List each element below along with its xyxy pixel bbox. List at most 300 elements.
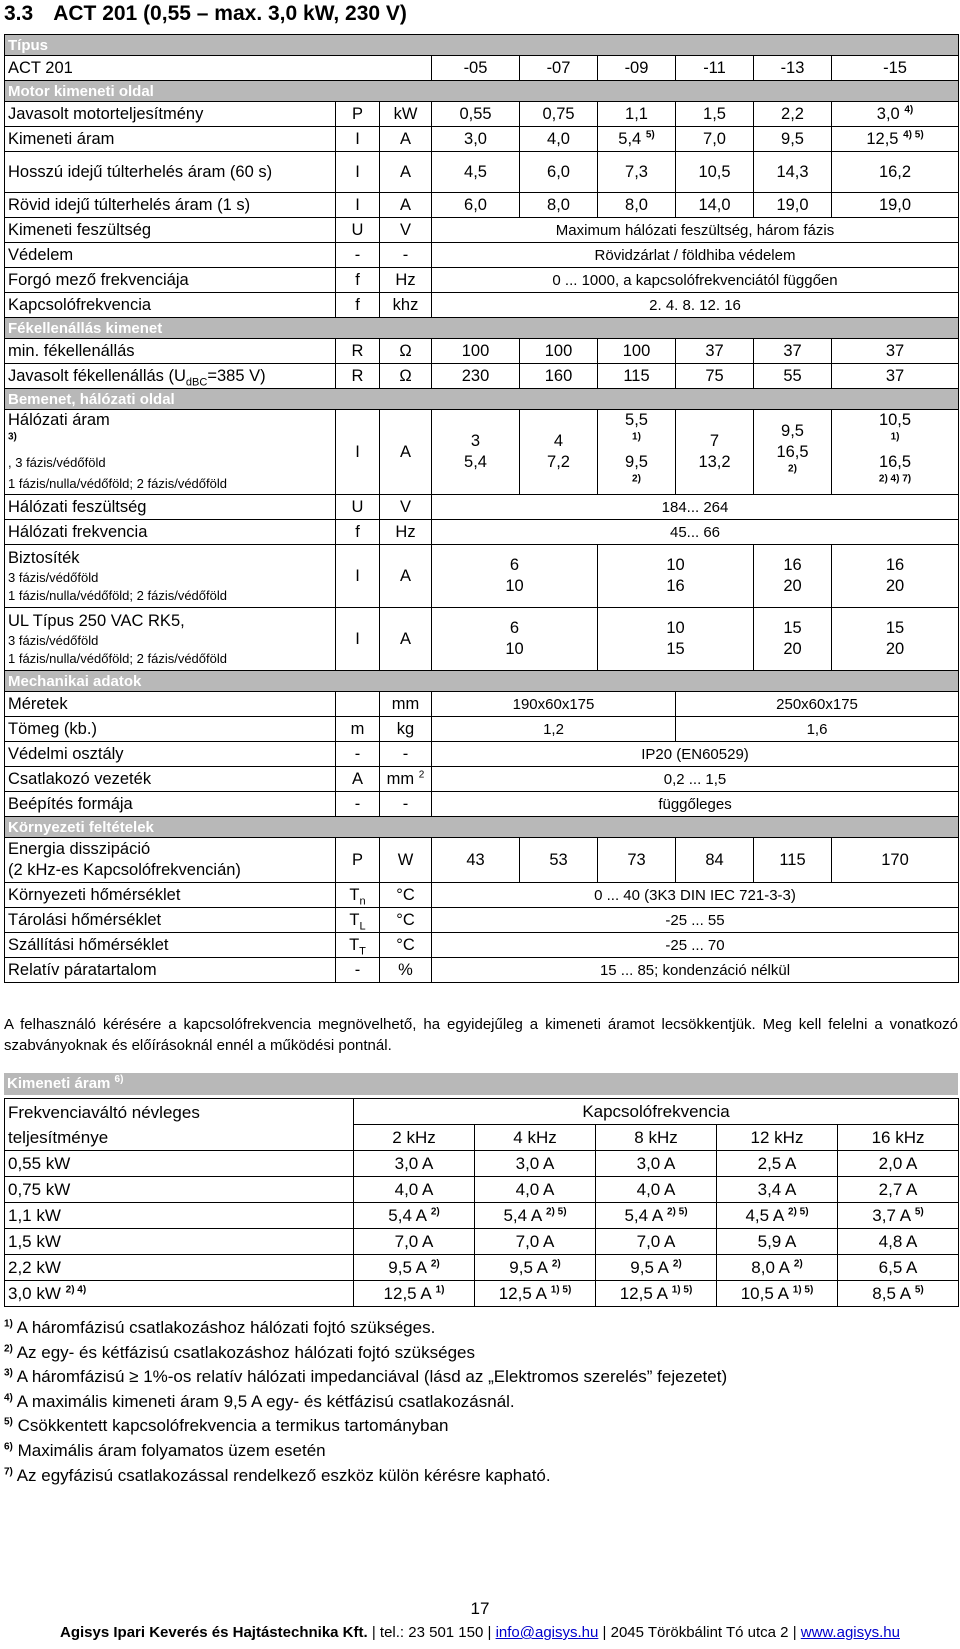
footnote-ref: 5) <box>914 1205 924 1217</box>
row-dissipation <box>5 838 959 883</box>
frequency-header: 12 kHz <box>717 1125 838 1151</box>
current-text: 3,4 A <box>757 1179 797 1199</box>
symbol-cell: f <box>336 268 380 293</box>
row-act <box>5 56 959 81</box>
label-text: Hálózati áram <box>8 411 110 429</box>
value-cell: 37 <box>676 339 754 364</box>
current-text: 12,5 A <box>498 1283 546 1303</box>
symbol-cell: I <box>336 545 380 608</box>
page-footer <box>0 1624 960 1641</box>
row-storage-temperature <box>5 908 959 933</box>
value-cell: 8,0 <box>598 193 676 218</box>
current-text: 3,0 A <box>515 1153 555 1173</box>
row-label: Tárolási hőmérséklet <box>5 908 336 933</box>
label-text: 3 fázis/védőföld <box>8 569 99 585</box>
row-motor-power <box>5 102 959 127</box>
label-text: 3 fázis/védőföld <box>8 632 99 648</box>
value-cell: 55 <box>754 364 832 389</box>
symbol-cell <box>336 692 380 717</box>
footnote <box>4 1439 727 1464</box>
footnote-text: A maximális kimeneti áram 9,5 A egy- és kétfázisú csatlakozásnál. <box>16 1391 515 1411</box>
value-text: 3 <box>470 432 481 450</box>
symbol-cell: R <box>336 339 380 364</box>
value-text: 6 <box>509 556 520 574</box>
symbol-cell: U <box>336 495 380 520</box>
symbol-cell: I <box>336 410 380 495</box>
footnote-ref: 2) 4) <box>65 1283 87 1295</box>
row-humidity <box>5 958 959 983</box>
current-cell <box>354 1281 475 1307</box>
value-text: 16,5 <box>878 453 912 471</box>
value-cell: 115 <box>598 364 676 389</box>
row-label <box>5 545 336 608</box>
model-cell: -13 <box>754 56 832 81</box>
unit-cell: A <box>380 152 432 193</box>
value-cell: 19,0 <box>754 193 832 218</box>
section-title: Kimeneti áram <box>7 1075 111 1092</box>
value-cell <box>832 410 959 495</box>
current-text: 5,4 A <box>503 1205 542 1225</box>
current-text: 2,5 A <box>757 1153 797 1173</box>
unit-cell: kg <box>380 717 432 742</box>
row-label: Hálózati feszültség <box>5 495 336 520</box>
unit-cell: A <box>380 410 432 495</box>
value-cell <box>432 545 598 608</box>
current-cell <box>717 1177 838 1203</box>
symbol-subscript: n <box>359 894 366 907</box>
current-text: 3,0 A <box>394 1153 434 1173</box>
value-cell <box>832 545 959 608</box>
current-cell <box>596 1229 717 1255</box>
row-label: Rövid idejű túlterhelés áram (1 s) <box>5 193 336 218</box>
current-cell <box>838 1255 959 1281</box>
row-label: Kimeneti áram <box>5 127 336 152</box>
row-long-overload <box>5 152 959 193</box>
footnote-ref: 2) <box>793 1257 803 1269</box>
power-text: 0,75 kW <box>8 1179 71 1199</box>
unit-cell: °C <box>380 933 432 958</box>
value-cell: 14,0 <box>676 193 754 218</box>
row-label: Hálózati frekvencia <box>5 520 336 545</box>
section-title: ACT 201 (0,55 – max. 3,0 kW, 230 V) <box>53 2 407 25</box>
value-text: 5,4 <box>618 129 642 148</box>
value-text: 10 <box>666 619 685 637</box>
footnote <box>4 1316 727 1341</box>
section-heading <box>4 2 407 26</box>
row-label: Tömeg (kb.) <box>5 717 336 742</box>
footnote-ref: 1) 5) <box>550 1283 572 1295</box>
merged-value-cell: 0,2 ... 1,5 <box>432 767 959 792</box>
value-cell: 73 <box>598 838 676 883</box>
current-text: 4,0 A <box>515 1179 555 1199</box>
merged-value-cell: 1,2 <box>432 717 676 742</box>
merged-value-cell: Maximum hálózati feszültség, három fázis <box>432 218 959 243</box>
table-row <box>5 1177 959 1203</box>
current-text: 8,0 A <box>751 1257 790 1277</box>
value-text: 10 <box>666 556 685 574</box>
current-text: 4,8 A <box>878 1231 918 1251</box>
symbol-cell: I <box>336 193 380 218</box>
current-cell <box>717 1255 838 1281</box>
table-row <box>5 1151 959 1177</box>
symbol-cell: P <box>336 838 380 883</box>
footer-separator: | <box>371 1624 376 1641</box>
symbol-cell: A <box>336 767 380 792</box>
symbol-cell <box>336 933 380 958</box>
current-cell <box>596 1177 717 1203</box>
row-dimensions <box>5 692 959 717</box>
footnote-ref: 2) <box>430 1257 440 1269</box>
row-output-voltage <box>5 218 959 243</box>
merged-value-cell: -25 ... 55 <box>432 908 959 933</box>
value-cell <box>598 127 676 152</box>
table-row <box>5 1255 959 1281</box>
current-cell <box>838 1151 959 1177</box>
merged-value-cell: 190x60x175 <box>432 692 676 717</box>
current-cell <box>717 1229 838 1255</box>
current-cell <box>717 1281 838 1307</box>
page-number: 17 <box>470 1599 490 1618</box>
value-text: 5,5 <box>625 411 648 429</box>
symbol-cell: U <box>336 218 380 243</box>
unit-cell: Hz <box>380 520 432 545</box>
symbol-text: T <box>349 885 360 904</box>
row-label: Csatlakozó vezeték <box>5 767 336 792</box>
current-text: 7,0 A <box>515 1231 555 1251</box>
model-cell: -05 <box>432 56 520 81</box>
value-cell <box>520 410 598 495</box>
merged-value-cell: 0 ... 1000, a kapcsolófrekvenciától függően <box>432 268 959 293</box>
footnote-ref: 6) <box>114 1074 124 1085</box>
footnote-ref: 2) 5) <box>667 1205 688 1217</box>
current-text: 2,0 A <box>878 1153 918 1173</box>
value-text: 10,5 <box>878 411 912 429</box>
merged-value-cell: 45... 66 <box>432 520 959 545</box>
row-label: Szállítási hőmérséklet <box>5 933 336 958</box>
value-cell: 6,0 <box>520 152 598 193</box>
power-cell <box>5 1281 354 1307</box>
symbol-cell: - <box>336 243 380 268</box>
row-label <box>5 410 336 495</box>
value-cell: 8,0 <box>520 193 598 218</box>
value-cell: 115 <box>754 838 832 883</box>
power-text: 1,1 kW <box>8 1205 61 1225</box>
merged-value-cell: függőleges <box>432 792 959 817</box>
value-cell: 160 <box>520 364 598 389</box>
value-text: 12,5 <box>866 129 899 148</box>
footer-web-link[interactable]: www.agisys.hu <box>800 1624 900 1641</box>
unit-superscript: 2 <box>418 769 425 780</box>
label-text: Javasolt fékellenállás (U <box>8 366 186 385</box>
row-label: Védelmi osztály <box>5 742 336 767</box>
value-text: 4 <box>553 432 564 450</box>
footer-address: 2045 Törökbálint Tó utca 2 <box>610 1624 789 1641</box>
label-text: Biztosíték <box>8 548 80 567</box>
power-column-header <box>5 1099 354 1151</box>
value-cell <box>754 410 832 495</box>
current-text: 3,0 A <box>636 1153 676 1173</box>
value-text: 15 <box>666 640 685 658</box>
value-cell: 6,0 <box>432 193 520 218</box>
current-cell <box>475 1177 596 1203</box>
value-cell: 37 <box>832 339 959 364</box>
value-cell <box>432 410 520 495</box>
merged-value-cell: -25 ... 70 <box>432 933 959 958</box>
unit-cell: °C <box>380 908 432 933</box>
footer-separator: | <box>602 1624 607 1641</box>
value-cell <box>598 410 676 495</box>
footnote-ref: 2) <box>551 1257 561 1269</box>
label-text: UL Típus 250 VAC RK5, <box>8 611 185 630</box>
current-text: 9,5 A <box>509 1257 548 1277</box>
merged-value-cell: IP20 (EN60529) <box>432 742 959 767</box>
unit-cell: A <box>380 193 432 218</box>
value-cell <box>832 127 959 152</box>
footnote-ref: 5) <box>914 1283 924 1295</box>
row-recommended-brake-resistance <box>5 364 959 389</box>
footnote-ref: 1) 5) <box>792 1283 814 1295</box>
current-text: 12,5 A <box>619 1283 667 1303</box>
label-text: 1 fázis/nulla/védőföld; 2 fázis/védőföld <box>8 476 227 491</box>
label-subscript: dBC <box>185 375 208 388</box>
value-cell: 4,0 <box>520 127 598 152</box>
footnote <box>4 1341 727 1366</box>
value-cell <box>598 608 754 671</box>
power-cell <box>5 1177 354 1203</box>
unit-cell: - <box>380 742 432 767</box>
row-label: Hosszú idejű túlterhelés áram (60 s) <box>5 152 336 193</box>
footnote-ref: 2) <box>430 1205 440 1217</box>
value-cell <box>598 545 754 608</box>
footnote-ref: 4) <box>904 104 914 115</box>
footnote-ref: 1) <box>632 431 641 443</box>
current-cell <box>354 1229 475 1255</box>
value-cell: 53 <box>520 838 598 883</box>
current-text: 5,4 A <box>388 1205 427 1225</box>
value-cell: 19,0 <box>832 193 959 218</box>
row-weight <box>5 717 959 742</box>
value-cell: 100 <box>598 339 676 364</box>
footer-email-link[interactable]: info@agisys.hu <box>495 1624 599 1641</box>
row-transport-temperature <box>5 933 959 958</box>
current-cell <box>596 1151 717 1177</box>
value-cell: 100 <box>432 339 520 364</box>
merged-value-cell: Rövidzárlat / földhiba védelem <box>432 243 959 268</box>
value-cell: 7,0 <box>676 127 754 152</box>
value-text: 16 <box>885 556 905 574</box>
unit-cell <box>380 767 432 792</box>
row-wire <box>5 767 959 792</box>
unit-cell: °C <box>380 883 432 908</box>
power-cell <box>5 1255 354 1281</box>
symbol-text: T <box>349 935 360 954</box>
value-text: 3,0 <box>876 104 900 123</box>
footnote-text: A háromfázisú ≥ 1%-os relatív hálózati impedanciával (lásd az „Elektromos szerelés” fejezetet) <box>16 1367 728 1387</box>
value-cell: 1,1 <box>598 102 676 127</box>
footnote-text: Csökkentett kapcsolófrekvencia a termikus tartományban <box>17 1416 449 1436</box>
row-label: Forgó mező frekvenciája <box>5 268 336 293</box>
value-text: 10 <box>505 577 524 595</box>
symbol-cell: I <box>336 127 380 152</box>
current-text: 3,7 A <box>872 1205 911 1225</box>
unit-cell: Hz <box>380 268 432 293</box>
symbol-subscript: T <box>359 944 366 957</box>
row-label: Relatív páratartalom <box>5 958 336 983</box>
value-text: 6 <box>509 619 520 637</box>
row-label: ACT 201 <box>5 56 432 81</box>
merged-value-cell: 1,6 <box>676 717 959 742</box>
current-cell <box>475 1281 596 1307</box>
footnote <box>4 1365 727 1390</box>
section-header-brake: Fékellenállás kimenet <box>5 318 959 339</box>
symbol-cell <box>336 908 380 933</box>
unit-cell: A <box>380 608 432 671</box>
merged-value-cell: 250x60x175 <box>676 692 959 717</box>
current-text: 9,5 A <box>388 1257 427 1277</box>
current-text: 2,7 A <box>878 1179 918 1199</box>
row-protection-class <box>5 742 959 767</box>
value-cell: 1,5 <box>676 102 754 127</box>
unit-cell: mm <box>380 692 432 717</box>
current-cell <box>596 1255 717 1281</box>
power-text: 3,0 kW <box>8 1283 61 1303</box>
merged-value-cell: 0 ... 40 (3K3 DIN IEC 721-3-3) <box>432 883 959 908</box>
footnote-ref: 1) <box>890 431 900 443</box>
current-cell <box>596 1281 717 1307</box>
current-text: 5,9 A <box>757 1231 797 1251</box>
label-text: 1 fázis/nulla/védőföld; 2 fázis/védőföld <box>8 587 227 603</box>
section-header-tipus: Típus <box>5 35 959 56</box>
row-rotating-field-frequency <box>5 268 959 293</box>
footer-company: Agisys Ipari Keverés és Hajtástechnika Kft. <box>60 1624 368 1641</box>
current-cell <box>717 1151 838 1177</box>
footer-phone: tel.: 23 501 150 <box>379 1624 484 1641</box>
table-row <box>5 1203 959 1229</box>
current-text: 7,0 A <box>636 1231 676 1251</box>
header-text: teljesítménye <box>8 1127 109 1147</box>
symbol-cell: - <box>336 792 380 817</box>
symbol-cell: R <box>336 364 380 389</box>
value-text: 20 <box>885 577 905 595</box>
current-text: 4,0 A <box>394 1179 434 1199</box>
current-text: 4,5 A <box>745 1205 784 1225</box>
table-header-row <box>5 1099 959 1125</box>
value-cell: 0,55 <box>432 102 520 127</box>
value-cell: 3,0 <box>432 127 520 152</box>
symbol-cell: - <box>336 958 380 983</box>
unit-cell: W <box>380 838 432 883</box>
merged-value-cell: 15 ... 85; kondenzáció nélkül <box>432 958 959 983</box>
value-text: 5,4 <box>464 453 487 471</box>
power-text: 2,2 kW <box>8 1257 61 1277</box>
footnote-ref: 3) <box>8 431 17 443</box>
row-label: min. fékellenállás <box>5 339 336 364</box>
footnote-number: 3) <box>4 1367 13 1379</box>
footnote <box>4 1390 727 1415</box>
symbol-cell: - <box>336 742 380 767</box>
row-output-current <box>5 127 959 152</box>
value-text: 20 <box>783 577 802 595</box>
value-cell <box>832 102 959 127</box>
unit-cell: % <box>380 958 432 983</box>
footnote-text: A háromfázisú csatlakozáshoz hálózati fojtó szükséges. <box>16 1318 436 1337</box>
value-cell: 9,5 <box>754 127 832 152</box>
footnote <box>4 1464 727 1489</box>
footnote-number: 7) <box>4 1465 13 1477</box>
value-cell: 16,2 <box>832 152 959 193</box>
footnote-text: Maximális áram folyamatos üzem esetén <box>17 1440 326 1460</box>
value-cell: 37 <box>754 339 832 364</box>
value-text: 15 <box>885 619 905 637</box>
spec-table <box>4 34 959 983</box>
footnote-text: Az egyfázisú csatlakozással rendelkező eszköz külön kérésre kapható. <box>16 1465 551 1485</box>
footnote-number: 1) <box>4 1318 13 1330</box>
row-short-overload <box>5 193 959 218</box>
value-text: 9,5 <box>781 421 804 440</box>
row-label <box>5 364 336 389</box>
model-cell: -15 <box>832 56 959 81</box>
table-row <box>5 1229 959 1255</box>
current-text: 10,5 A <box>740 1283 788 1303</box>
row-mains-voltage <box>5 495 959 520</box>
current-cell <box>475 1151 596 1177</box>
power-text: 1,5 kW <box>8 1231 61 1251</box>
value-cell: 37 <box>832 364 959 389</box>
frequency-header: 16 kHz <box>838 1125 959 1151</box>
value-text: 16 <box>666 577 685 595</box>
power-cell <box>5 1151 354 1177</box>
current-cell <box>354 1255 475 1281</box>
model-cell: -09 <box>598 56 676 81</box>
value-cell: 230 <box>432 364 520 389</box>
value-text: 16,5 <box>776 442 809 461</box>
section-number: 3.3 <box>4 2 34 25</box>
row-label: Védelem <box>5 243 336 268</box>
value-text: 9,5 <box>625 453 648 471</box>
footnote-number: 5) <box>4 1416 13 1428</box>
symbol-cell: I <box>336 608 380 671</box>
current-text: 6,5 A <box>878 1257 918 1277</box>
model-cell: -07 <box>520 56 598 81</box>
footnote-ref: 5) <box>645 129 655 140</box>
footnote-ref: 2) 4) 7) <box>878 473 912 485</box>
merged-value-cell: 184... 264 <box>432 495 959 520</box>
footnote-ref: 2) <box>788 463 797 474</box>
footnote-number: 2) <box>4 1342 13 1354</box>
value-text: 7,2 <box>547 453 570 471</box>
row-label: Beépítés formája <box>5 792 336 817</box>
row-switching-frequency <box>5 293 959 318</box>
row-label <box>5 838 336 883</box>
footnote-ref: 1) <box>435 1283 445 1295</box>
value-cell: 14,3 <box>754 152 832 193</box>
value-cell: 170 <box>832 838 959 883</box>
row-label: Méretek <box>5 692 336 717</box>
current-text: 8,5 A <box>872 1283 911 1303</box>
value-text: 7 <box>709 432 720 450</box>
footnote-ref: 2) 5) <box>546 1205 567 1217</box>
footnote-number: 4) <box>4 1392 13 1404</box>
label-text: Energia disszipáció <box>8 840 151 858</box>
current-cell <box>838 1177 959 1203</box>
frequency-header: 8 kHz <box>596 1125 717 1151</box>
value-cell: 7,3 <box>598 152 676 193</box>
unit-cell: A <box>380 127 432 152</box>
value-cell: 100 <box>520 339 598 364</box>
value-cell <box>432 608 598 671</box>
current-text: 5,4 A <box>624 1205 663 1225</box>
merged-value-cell: 2. 4. 8. 12. 16 <box>432 293 959 318</box>
